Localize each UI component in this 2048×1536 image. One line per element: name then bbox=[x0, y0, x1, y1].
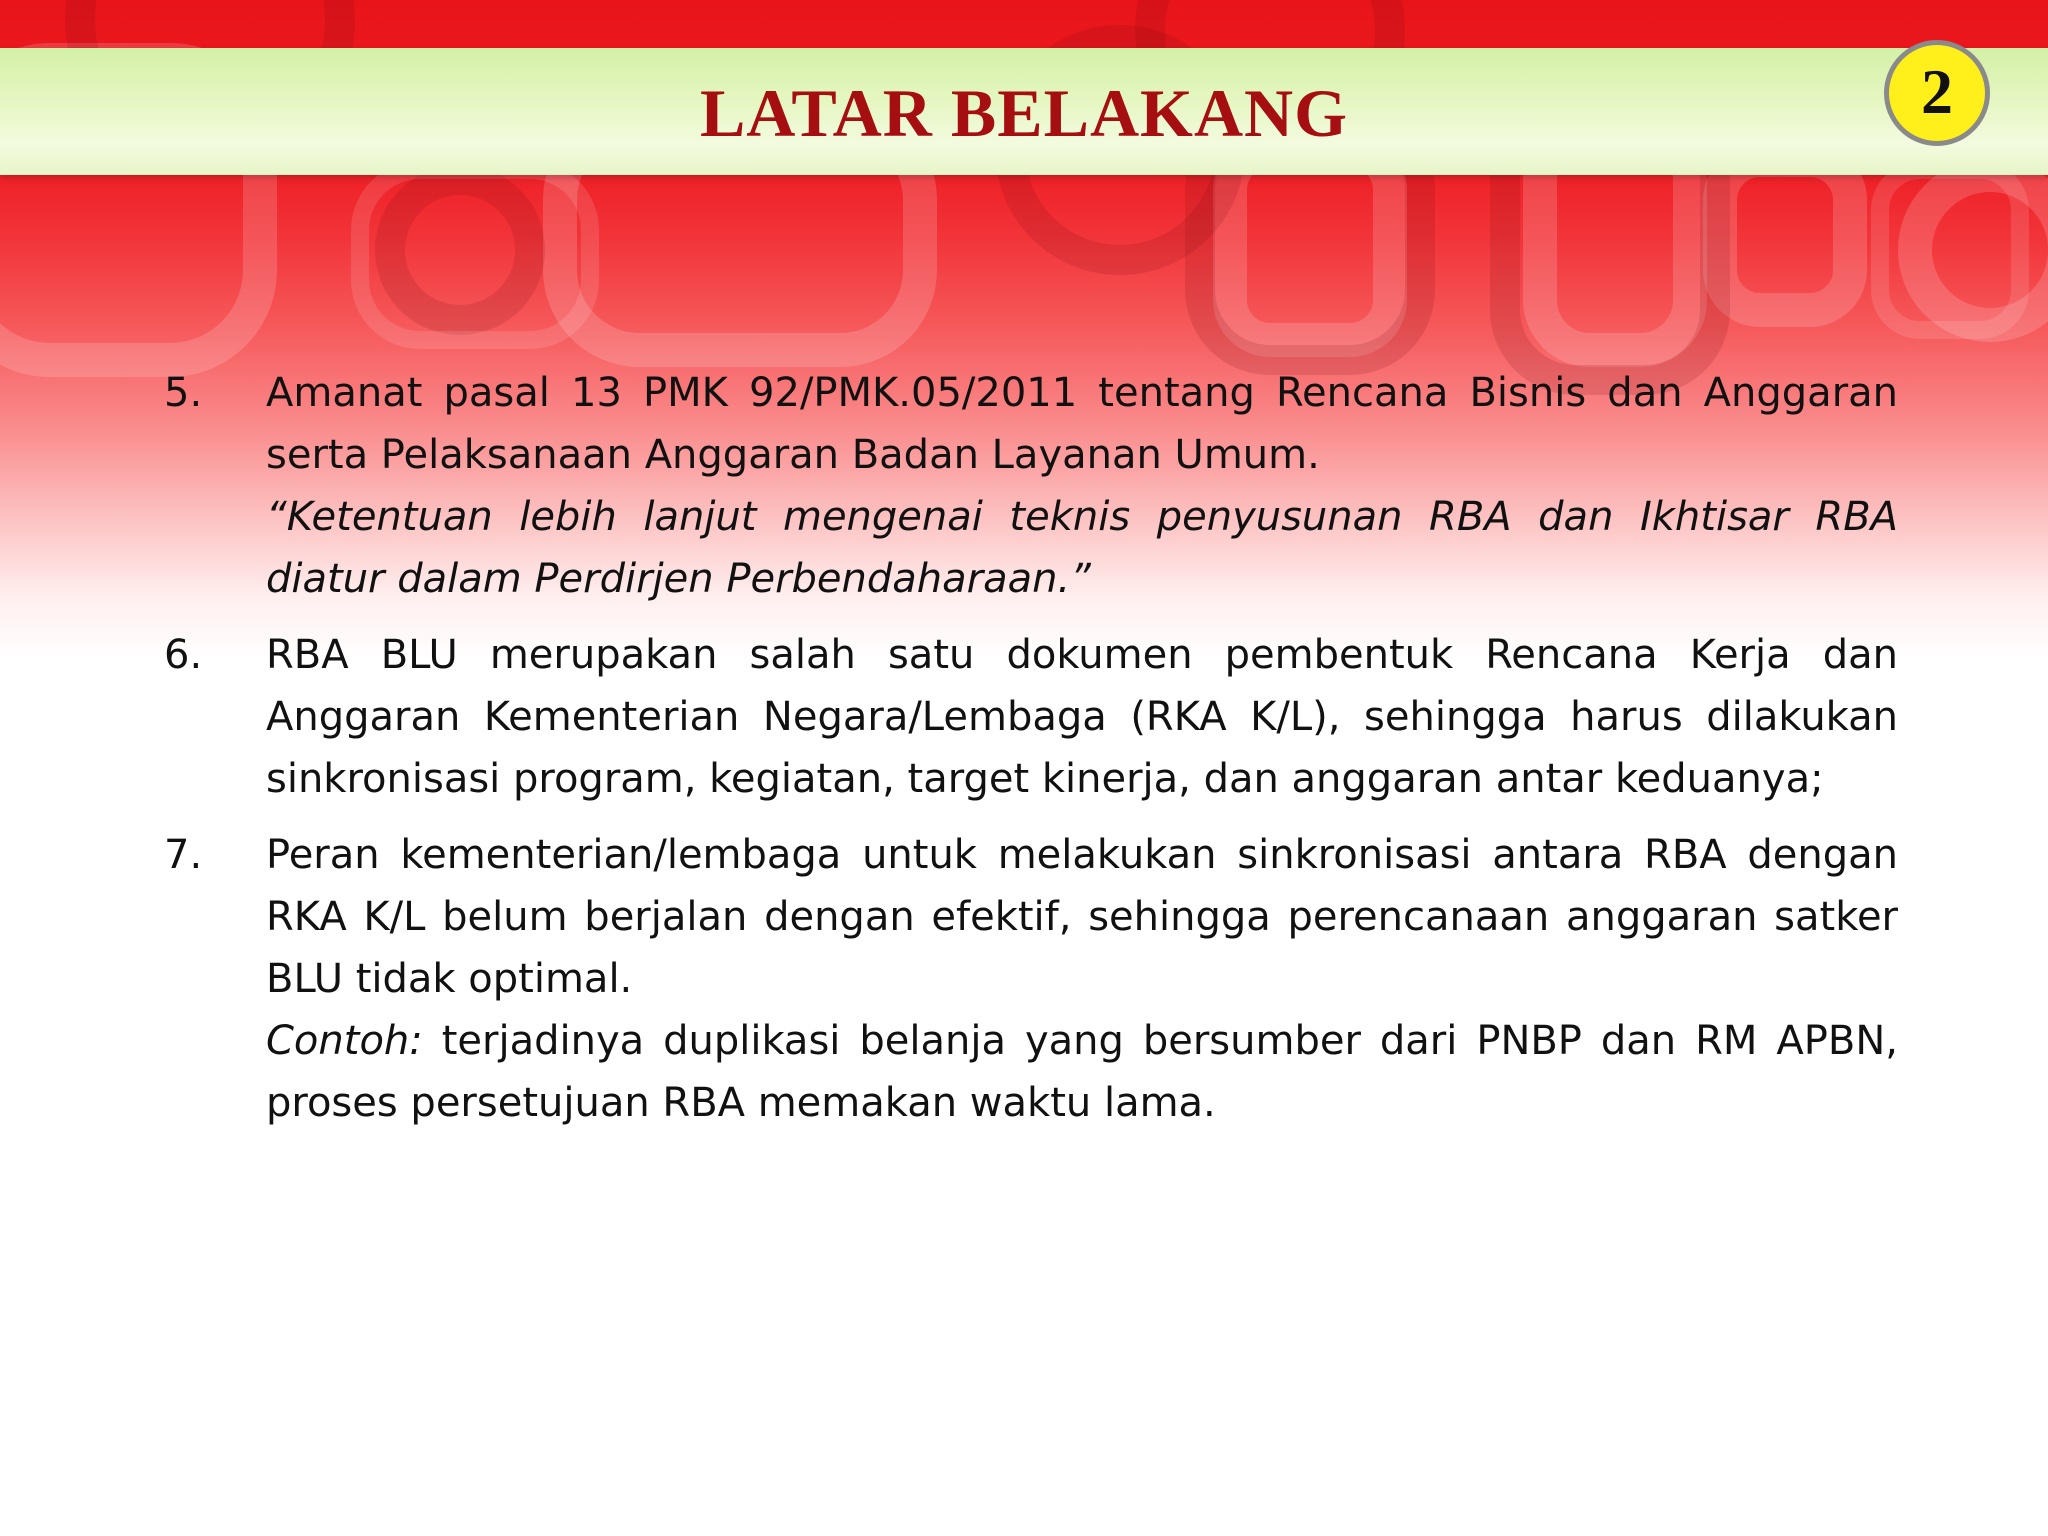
slide-title: LATAR BELAKANG bbox=[699, 75, 1349, 151]
list-item-example bbox=[266, 1010, 1898, 1134]
example-label: Contoh: bbox=[266, 1018, 423, 1064]
list-item-body bbox=[266, 362, 1898, 610]
list-item-quote: “Ketentuan lebih lanjut mengenai teknis penyusunan RBA dan Ikhtisar RBA diatur dalam Perdirjen Perbendaharaan.” bbox=[266, 494, 1898, 602]
list-item-number: 7. bbox=[164, 832, 203, 878]
list-item bbox=[164, 824, 1898, 1134]
list-item bbox=[164, 362, 1898, 610]
list-item-text: RBA BLU merupakan salah satu dokumen pembentuk Rencana Kerja dan Anggaran Kementerian Negara/Lembaga (RKA K/L), sehingga harus dilakukan sinkronisasi program, kegiatan, target kinerja, dan anggaran antar keduanya; bbox=[266, 632, 1898, 802]
list-item-number: 5. bbox=[164, 370, 203, 416]
list-item-text: Amanat pasal 13 PMK 92/PMK.05/2011 tentang Rencana Bisnis dan Anggaran serta Pelaksanaan Anggaran Badan Layanan Umum. bbox=[266, 370, 1898, 478]
list-item-body bbox=[266, 824, 1898, 1134]
example-text: terjadinya duplikasi belanja yang bersumber dari PNBP dan RM APBN, proses persetujuan RBA memakan waktu lama. bbox=[266, 1018, 1898, 1126]
list-item-number: 6. bbox=[164, 632, 203, 678]
page-number-badge: 2 bbox=[1884, 40, 1990, 146]
list-item-body bbox=[266, 624, 1898, 810]
slide-content bbox=[164, 362, 1898, 1148]
list-item bbox=[164, 624, 1898, 810]
list-item-text: Peran kementerian/lembaga untuk melakukan sinkronisasi antara RBA dengan RKA K/L belum berjalan dengan efektif, sehingga perencanaan anggaran satker BLU tidak optimal. bbox=[266, 832, 1898, 1002]
